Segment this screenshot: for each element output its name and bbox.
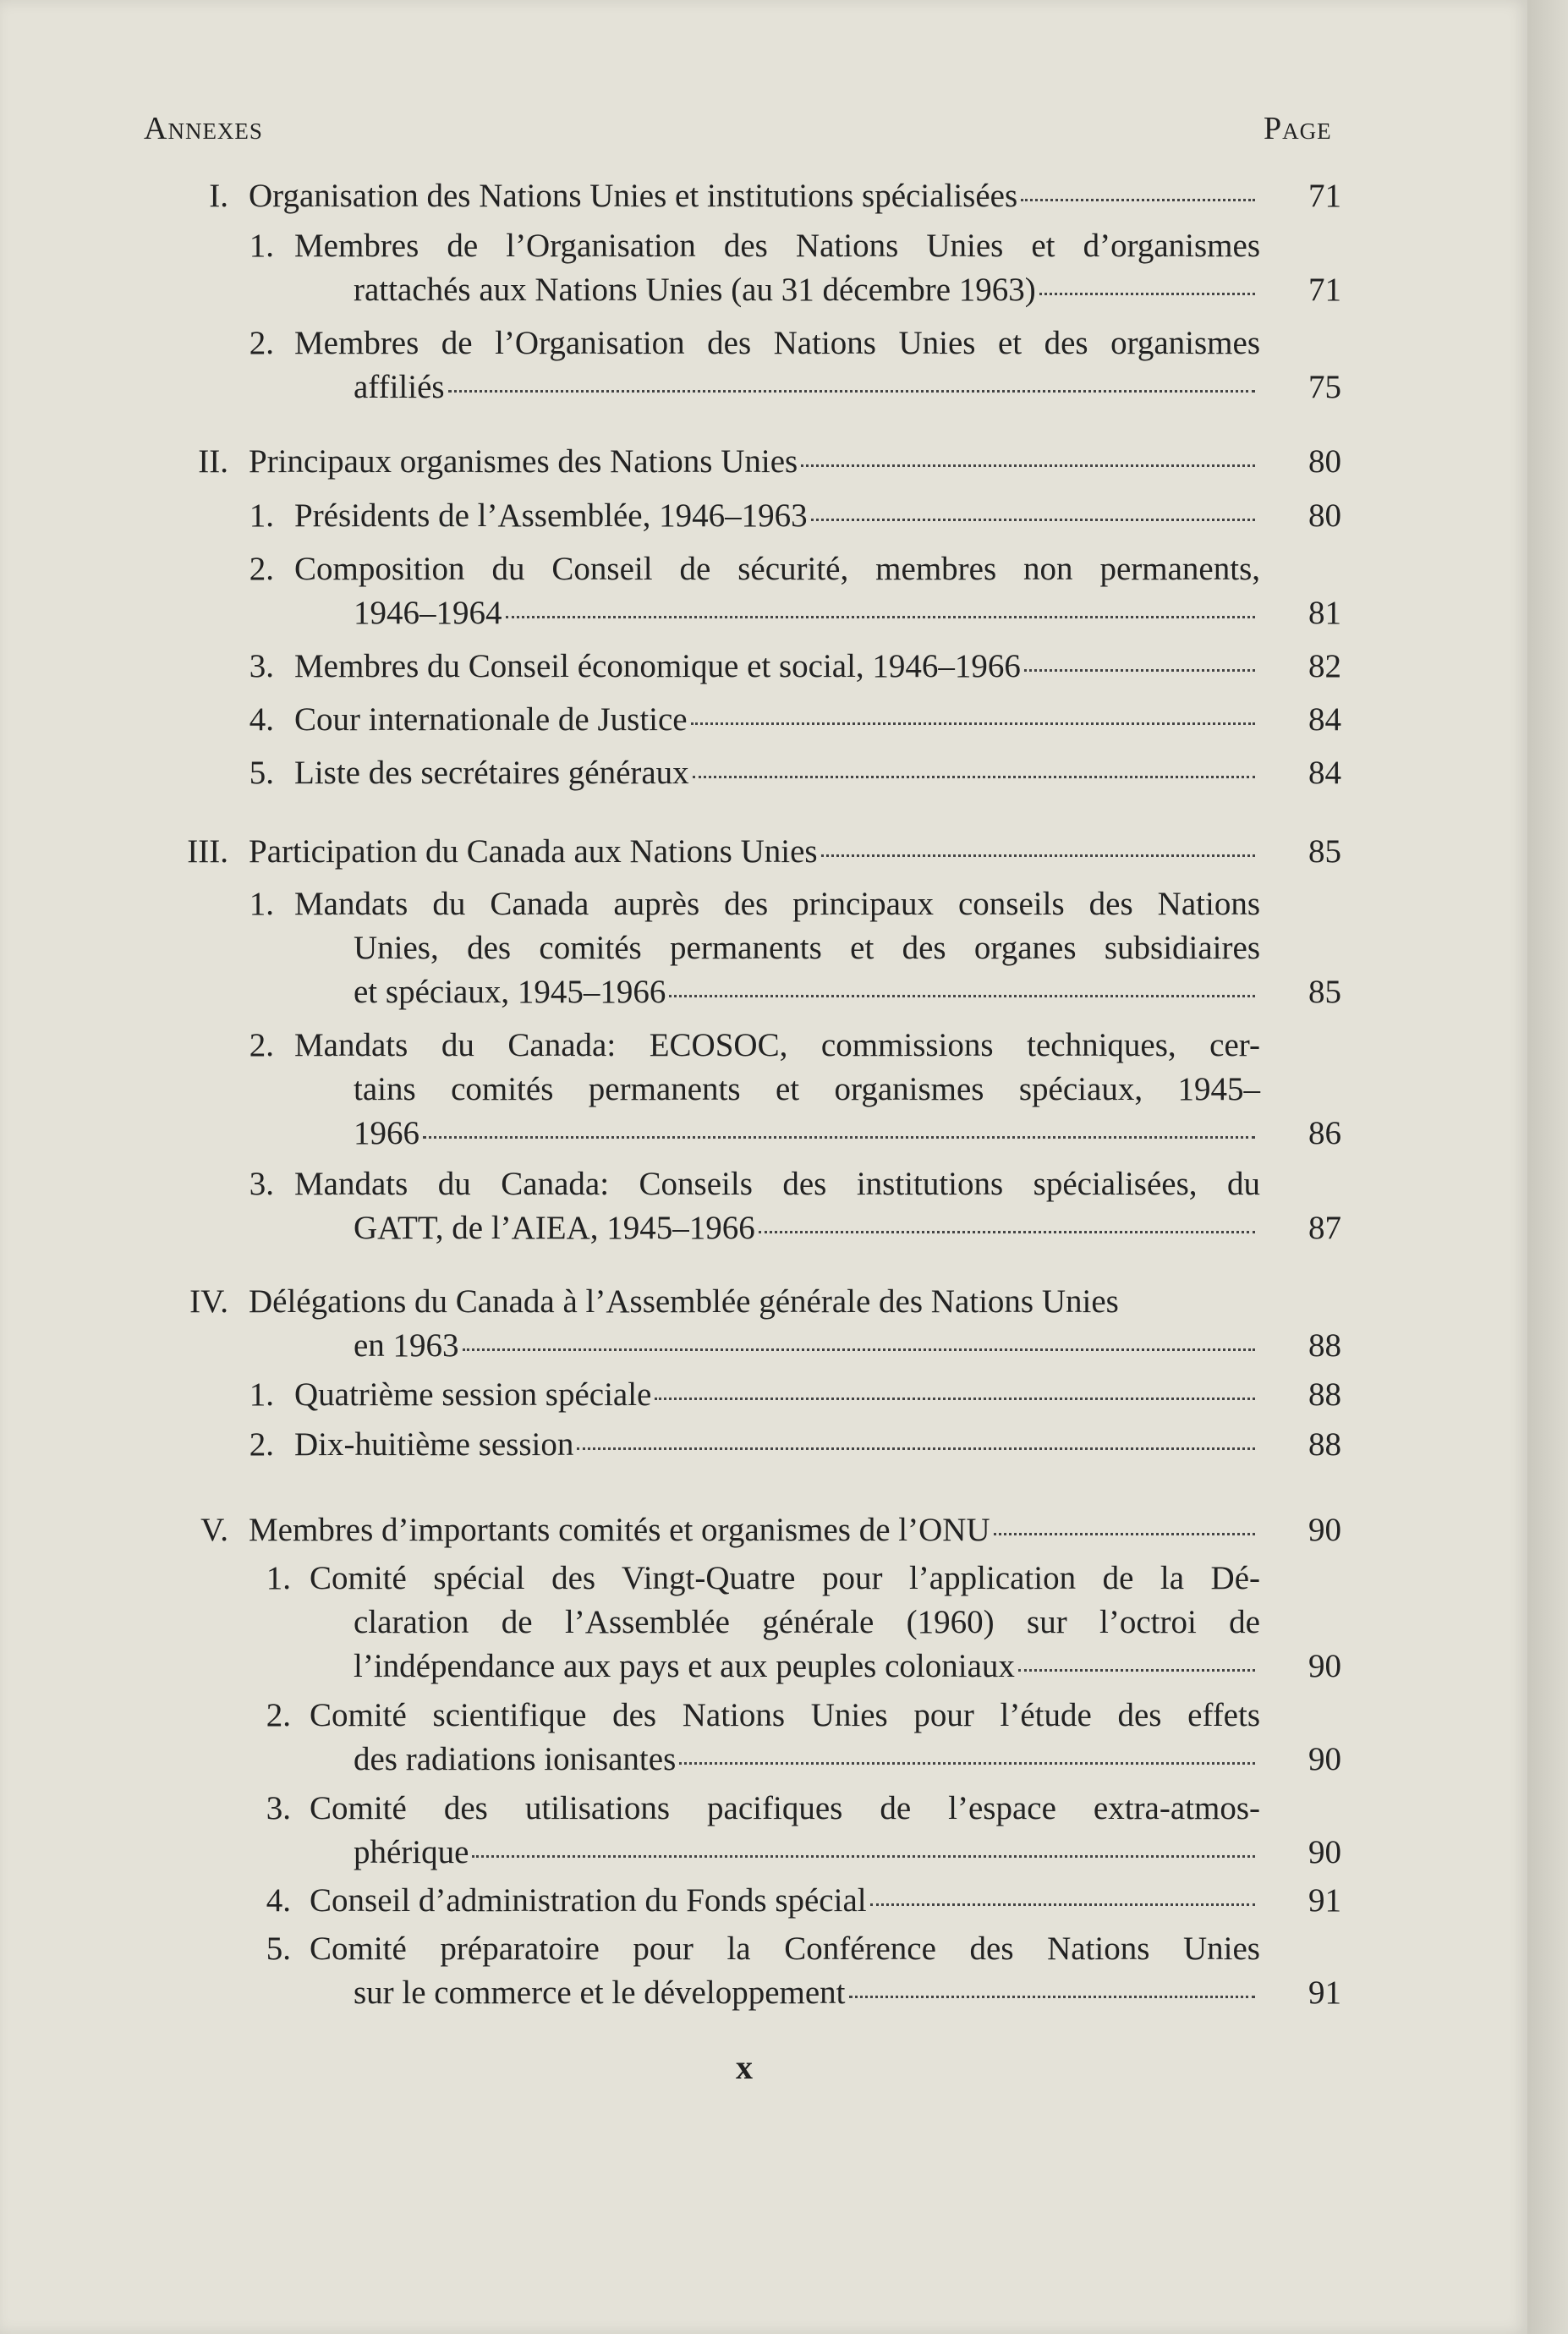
- item-text: Conseil d’administration du Fonds spécial: [310, 1882, 867, 1919]
- dot-leader: [448, 390, 1255, 393]
- item-text: rattachés aux Nations Unies (au 31 décembre 1963): [354, 272, 1036, 308]
- page-number: 90: [1308, 1512, 1341, 1548]
- dot-leader: [811, 519, 1255, 521]
- item-text-last-line: [354, 970, 1260, 1014]
- page-number: 88: [1308, 1327, 1341, 1364]
- page-number: 80: [1308, 497, 1341, 534]
- item-text-last-line: [294, 1423, 1260, 1467]
- section-title: Membres d’importants comités et organismes de l’ONU: [249, 1512, 990, 1548]
- item-text-line: Comité des utilisations pacifiques de l’espace extra-atmos-: [310, 1790, 1260, 1826]
- item-text-last-line: [294, 494, 1260, 538]
- item-number: 1.: [249, 497, 274, 534]
- item-text-line: Mandats du Canada: ECOSOC, commissions techniques, cer-: [294, 1027, 1260, 1063]
- item-number: 4.: [266, 1882, 291, 1919]
- page-number: 71: [1308, 178, 1341, 214]
- dot-leader: [506, 616, 1256, 618]
- item-number: 4.: [249, 701, 274, 738]
- page-number: 91: [1308, 1974, 1341, 2011]
- item-text-last-line: [310, 1879, 1260, 1923]
- item-text-line: Mandats du Canada auprès des principaux conseils des Nations: [294, 886, 1260, 922]
- item-number: 1.: [249, 886, 274, 922]
- toc-section: [0, 1280, 1353, 1368]
- section-number: I.: [209, 178, 228, 214]
- page-number: 84: [1308, 755, 1341, 791]
- toc-item: [0, 698, 1353, 742]
- page-number: 81: [1308, 595, 1341, 631]
- dot-leader: [1018, 1669, 1255, 1672]
- item-number: 2.: [249, 325, 274, 361]
- item-number: 1.: [249, 228, 274, 264]
- toc-item: [0, 1927, 1353, 2015]
- page-number: 88: [1308, 1426, 1341, 1463]
- item-text-last-line: [354, 1971, 1260, 2015]
- item-text-last-line: [354, 365, 1260, 409]
- section-number: II.: [198, 443, 228, 480]
- item-text: et spéciaux, 1945–1966: [354, 974, 666, 1010]
- dot-leader: [423, 1136, 1255, 1139]
- item-text-last-line: [354, 1831, 1260, 1875]
- item-text-last-line: [294, 751, 1260, 795]
- section-title-line: [249, 440, 1260, 484]
- item-text-line: tains comités permanents et organismes spéciaux, 1945–: [354, 1071, 1260, 1107]
- item-text: phérique: [354, 1834, 469, 1870]
- toc-section: [0, 1508, 1353, 1552]
- toc-item: [0, 1024, 1353, 1156]
- item-text: des radiations ionisantes: [354, 1741, 677, 1777]
- item-text-line: Composition du Conseil de sécurité, membres non permanents,: [294, 551, 1260, 587]
- item-text: l’indépendance aux pays et aux peuples coloniaux: [354, 1648, 1015, 1684]
- toc-item: [0, 1879, 1353, 1923]
- item-text: Présidents de l’Assemblée, 1946–1963: [294, 497, 808, 534]
- page-number: 88: [1308, 1376, 1341, 1413]
- toc-item: [0, 547, 1353, 635]
- page-number: 80: [1308, 443, 1341, 480]
- item-text: GATT, de l’AIEA, 1945–1966: [354, 1210, 755, 1246]
- item-number: 5.: [266, 1930, 291, 1967]
- section-title-line: [249, 1508, 1260, 1552]
- toc-item: [0, 751, 1353, 795]
- item-number: 2.: [249, 1027, 274, 1063]
- item-text-last-line: [354, 268, 1260, 312]
- page-number: 85: [1308, 833, 1341, 870]
- item-number: 1.: [266, 1560, 291, 1596]
- dot-leader: [669, 995, 1255, 997]
- page-number: 90: [1308, 1741, 1341, 1777]
- page-number: 86: [1308, 1115, 1341, 1151]
- dot-leader: [870, 1903, 1255, 1906]
- dot-leader: [693, 776, 1255, 778]
- section-title: Organisation des Nations Unies et institutions spécialisées: [249, 178, 1018, 214]
- toc-item: [0, 1162, 1353, 1250]
- page-number: 90: [1308, 1648, 1341, 1684]
- item-text-last-line: [294, 698, 1260, 742]
- section-title-continued: en 1963: [354, 1327, 459, 1364]
- item-text-line: Comité spécial des Vingt-Quatre pour l’application de la Dé-: [310, 1560, 1260, 1596]
- toc-section: [0, 440, 1353, 484]
- item-number: 3.: [249, 1166, 274, 1202]
- item-text: 1966: [354, 1115, 419, 1151]
- page-number: 90: [1308, 1834, 1341, 1870]
- dot-leader: [849, 1996, 1256, 1998]
- item-text-last-line: [294, 645, 1260, 689]
- item-text: Dix-huitième session: [294, 1426, 574, 1463]
- section-title: Participation du Canada aux Nations Unies: [249, 833, 818, 870]
- item-text-line: Membres de l’Organisation des Nations Unies et d’organismes: [294, 228, 1260, 264]
- dot-leader: [801, 464, 1255, 467]
- dot-leader: [691, 722, 1255, 725]
- item-text-last-line: [354, 591, 1260, 635]
- page-number: 87: [1308, 1210, 1341, 1246]
- item-number: 1.: [249, 1376, 274, 1413]
- page-number: 91: [1308, 1882, 1341, 1919]
- item-text-last-line: [354, 1738, 1260, 1782]
- toc-item: [0, 494, 1353, 538]
- dot-leader: [577, 1447, 1255, 1450]
- dot-leader: [463, 1348, 1255, 1351]
- page-number: 75: [1308, 369, 1341, 405]
- page-column-heading: Page: [1264, 111, 1332, 146]
- item-text-last-line: [354, 1112, 1260, 1156]
- section-number: IV.: [189, 1283, 228, 1320]
- toc-section: [0, 174, 1353, 218]
- section-title-line: [249, 830, 1260, 874]
- toc-item: [0, 224, 1353, 312]
- item-number: 2.: [266, 1697, 291, 1733]
- toc-item: [0, 1423, 1353, 1467]
- page-number: 71: [1308, 272, 1341, 308]
- item-text-last-line: [354, 1206, 1260, 1250]
- dot-leader: [821, 854, 1255, 857]
- item-text: 1946–1964: [354, 595, 502, 631]
- section-title: Délégations du Canada à l’Assemblée générale des Nations Unies: [249, 1283, 1119, 1320]
- item-text-line: claration de l’Assemblée générale (1960) sur l’octroi de: [354, 1604, 1260, 1640]
- toc-item: [0, 882, 1353, 1014]
- item-text: Cour internationale de Justice: [294, 701, 688, 738]
- item-text-line: Comité préparatoire pour la Conférence des Nations Unies: [310, 1930, 1260, 1967]
- dot-leader: [1021, 199, 1255, 201]
- item-text: sur le commerce et le développement: [354, 1974, 846, 2011]
- toc-item: [0, 1694, 1353, 1782]
- page-edge: [1527, 0, 1568, 2334]
- dot-leader: [994, 1533, 1255, 1535]
- dot-leader: [472, 1855, 1255, 1858]
- page-number: 85: [1308, 974, 1341, 1010]
- item-text: Quatrième session spéciale: [294, 1376, 652, 1413]
- dot-leader: [1024, 669, 1255, 672]
- dot-leader: [679, 1762, 1255, 1765]
- item-text-line: Comité scientifique des Nations Unies pour l’étude des effets: [310, 1697, 1260, 1733]
- page-number: 82: [1308, 648, 1341, 684]
- item-text-last-line: [354, 1645, 1260, 1689]
- page-footer-folio: x: [736, 2048, 753, 2086]
- item-number: 3.: [266, 1790, 291, 1826]
- section-title-line: [249, 174, 1260, 218]
- item-number: 3.: [249, 648, 274, 684]
- item-number: 5.: [249, 755, 274, 791]
- toc-item: [0, 1787, 1353, 1875]
- toc-item: [0, 1373, 1353, 1417]
- section-number: III.: [187, 833, 228, 870]
- item-number: 2.: [249, 551, 274, 587]
- item-number: 2.: [249, 1426, 274, 1463]
- dot-leader: [759, 1231, 1255, 1233]
- item-text-line: Mandats du Canada: Conseils des institutions spécialisées, du: [294, 1166, 1260, 1202]
- toc-section: [0, 830, 1353, 874]
- toc-item: [0, 321, 1353, 409]
- item-text-last-line: [294, 1373, 1260, 1417]
- annexes-heading: Annexes: [144, 111, 263, 146]
- item-text-line: Unies, des comités permanents et des organes subsidiaires: [354, 930, 1260, 966]
- dot-leader: [655, 1398, 1255, 1400]
- item-text: affiliés: [354, 369, 445, 405]
- section-number: V.: [200, 1512, 228, 1548]
- item-text-line: Membres de l’Organisation des Nations Unies et des organismes: [294, 325, 1260, 361]
- section-title: Principaux organismes des Nations Unies: [249, 443, 798, 480]
- dot-leader: [1039, 293, 1255, 295]
- toc-item: [0, 645, 1353, 689]
- toc-item: [0, 1557, 1353, 1689]
- page-number: 84: [1308, 701, 1341, 738]
- section-title-line: [354, 1324, 1260, 1368]
- item-text: Membres du Conseil économique et social, 1946–1966: [294, 648, 1021, 684]
- item-text: Liste des secrétaires généraux: [294, 755, 689, 791]
